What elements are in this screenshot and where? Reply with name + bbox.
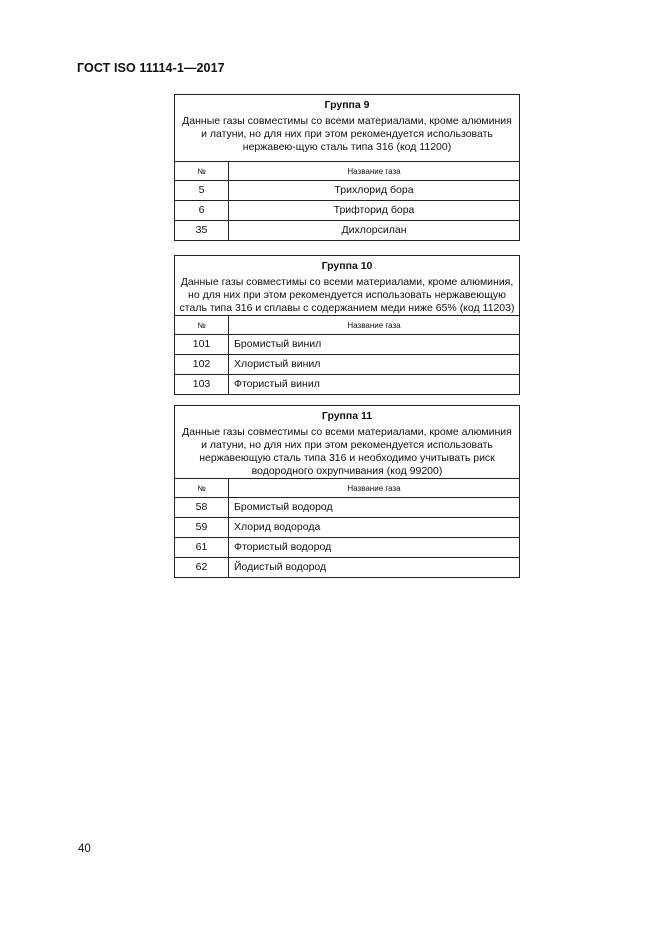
gas-number: 102 bbox=[175, 355, 229, 375]
group-11-header bbox=[175, 406, 520, 479]
column-header-name: Название газа bbox=[229, 316, 520, 335]
group-10-header bbox=[175, 256, 520, 316]
gas-name: Йодистый водород bbox=[229, 558, 520, 578]
group-title: Группа 9 bbox=[324, 99, 370, 111]
gas-name: Хлористый винил bbox=[229, 355, 520, 375]
column-header-name: Название газа bbox=[229, 162, 520, 181]
table-row bbox=[175, 538, 520, 558]
gas-number: 5 bbox=[175, 181, 229, 201]
group-9-header bbox=[175, 95, 520, 162]
gas-number: 61 bbox=[175, 538, 229, 558]
column-header-number: № bbox=[175, 316, 229, 335]
table-row bbox=[175, 181, 520, 201]
group-title: Группа 10 bbox=[321, 260, 373, 272]
gas-name: Дихлорсилан bbox=[229, 221, 520, 241]
gas-name: Трихлорид бора bbox=[229, 181, 520, 201]
column-header-number: № bbox=[175, 479, 229, 498]
column-header-number: № bbox=[175, 162, 229, 181]
table-row bbox=[175, 375, 520, 395]
gas-number: 35 bbox=[175, 221, 229, 241]
group-9-table bbox=[174, 94, 520, 241]
table-row bbox=[175, 221, 520, 241]
gas-name: Фтористый винил bbox=[229, 375, 520, 395]
column-header-name: Название газа bbox=[229, 479, 520, 498]
gas-name: Фтористый водород bbox=[229, 538, 520, 558]
gas-number: 59 bbox=[175, 518, 229, 538]
group-10-table bbox=[174, 255, 520, 395]
gas-number: 101 bbox=[175, 335, 229, 355]
gas-number: 58 bbox=[175, 498, 229, 518]
gas-name: Хлорид водорода bbox=[229, 518, 520, 538]
table-row bbox=[175, 201, 520, 221]
gas-number: 6 bbox=[175, 201, 229, 221]
table-row bbox=[175, 518, 520, 538]
table-row bbox=[175, 498, 520, 518]
gas-name: Бромистый водород bbox=[229, 498, 520, 518]
gas-name: Трифторид бора bbox=[229, 201, 520, 221]
gas-number: 103 bbox=[175, 375, 229, 395]
table-row bbox=[175, 335, 520, 355]
group-description: Данные газы совместимы со всеми материалами, кроме алюминия и латуни, но для них при этом рекомендуется использовать нержавею-щую сталь типа 316 (код 11200) bbox=[182, 115, 512, 153]
table-row bbox=[175, 355, 520, 375]
group-11-table bbox=[174, 405, 520, 578]
document-header: ГОСТ ISO 11114-1—2017 bbox=[77, 61, 225, 75]
gas-name: Бромистый винил bbox=[229, 335, 520, 355]
table-row bbox=[175, 558, 520, 578]
group-description: Данные газы совместимы со всеми материалами, кроме алюминия, но для них при этом рекомендуется использовать нержавеющую сталь типа 316 и сплавы с содержанием меди ниже 65% (код 11203) bbox=[179, 276, 515, 314]
group-title: Группа 11 bbox=[321, 410, 373, 422]
gas-number: 62 bbox=[175, 558, 229, 578]
page-number: 40 bbox=[78, 843, 91, 855]
group-description: Данные газы совместимы со всеми материалами, кроме алюминия и латуни, но для них при этом рекомендуется использовать нержавеющую сталь типа 316 и необходимо учитывать риск водородного охрупчивания (код 99200) bbox=[182, 426, 512, 477]
